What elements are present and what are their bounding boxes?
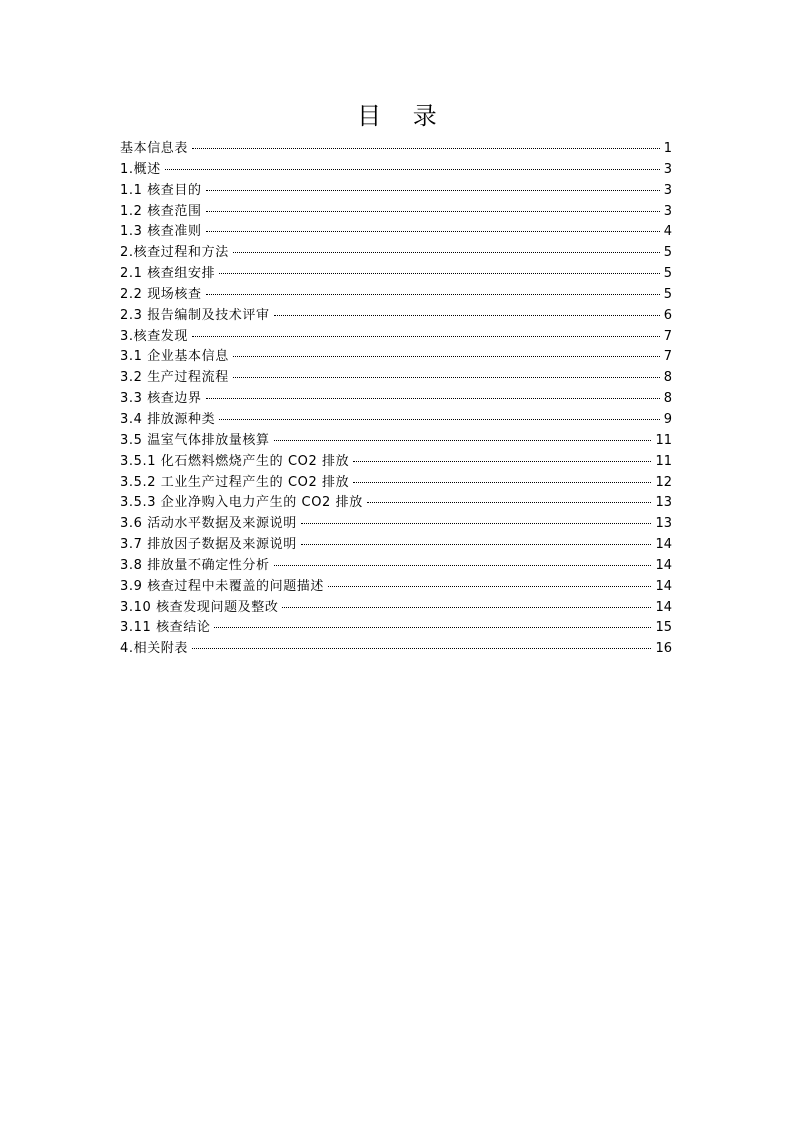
toc-entry-page: 11 bbox=[655, 432, 672, 448]
toc-dot-leader bbox=[274, 565, 652, 566]
toc-entry[interactable] bbox=[120, 139, 672, 160]
toc-entry-label: 3.9 核查过程中未覆盖的问题描述 bbox=[120, 578, 325, 594]
toc-entry[interactable] bbox=[120, 160, 672, 181]
toc-dot-leader bbox=[206, 231, 660, 232]
toc-entry-page: 6 bbox=[663, 307, 672, 323]
toc-entry-page: 14 bbox=[655, 599, 672, 615]
toc-entry-label: 3.5 温室气体排放量核算 bbox=[120, 432, 270, 448]
toc-entry-label: 1.概述 bbox=[120, 161, 161, 177]
toc-entry-page: 4 bbox=[663, 224, 672, 240]
toc-entry[interactable] bbox=[120, 181, 672, 202]
toc-entry-label: 2.3 报告编制及技术评审 bbox=[120, 307, 270, 323]
toc-entry-page: 16 bbox=[655, 641, 672, 657]
toc-dot-leader bbox=[274, 440, 652, 441]
toc-dot-leader bbox=[192, 148, 660, 149]
toc-entry-page: 13 bbox=[655, 516, 672, 532]
toc-entry-page: 14 bbox=[655, 537, 672, 553]
toc-entry-page: 3 bbox=[663, 161, 672, 177]
toc-dot-leader bbox=[206, 211, 660, 212]
toc-entry-label: 3.6 活动水平数据及来源说明 bbox=[120, 516, 297, 532]
toc-entry-label: 4.相关附表 bbox=[120, 641, 189, 657]
toc-entry[interactable] bbox=[120, 618, 672, 639]
toc-entry-page: 5 bbox=[663, 245, 672, 261]
toc-entry[interactable] bbox=[120, 389, 672, 410]
toc-entry-page: 15 bbox=[655, 620, 672, 636]
toc-entry-page: 5 bbox=[663, 266, 672, 282]
toc-dot-leader bbox=[206, 190, 660, 191]
toc-entry[interactable] bbox=[120, 493, 672, 514]
toc-dot-leader bbox=[367, 502, 652, 503]
toc-entry-label: 3.11 核查结论 bbox=[120, 620, 211, 636]
toc-entry[interactable] bbox=[120, 306, 672, 327]
toc-dot-leader bbox=[206, 294, 660, 295]
toc-dot-leader bbox=[219, 273, 660, 274]
toc-entry[interactable] bbox=[120, 410, 672, 431]
toc-entry-label: 3.5.2 工业生产过程产生的 CO2 排放 bbox=[120, 474, 350, 490]
toc-entry-label: 3.5.3 企业净购入电力产生的 CO2 排放 bbox=[120, 495, 363, 511]
toc-dot-leader bbox=[192, 336, 660, 337]
toc-entry-label: 3.核查发现 bbox=[120, 328, 189, 344]
toc-dot-leader bbox=[301, 544, 652, 545]
toc-entry-label: 3.10 核查发现问题及整改 bbox=[120, 599, 279, 615]
toc-dot-leader bbox=[328, 586, 651, 587]
toc-dot-leader bbox=[214, 627, 651, 628]
toc-entry-label: 3.3 核查边界 bbox=[120, 391, 202, 407]
toc-dot-leader bbox=[282, 607, 651, 608]
toc-dot-leader bbox=[206, 398, 660, 399]
toc-dot-leader bbox=[274, 315, 660, 316]
toc-entry-page: 13 bbox=[655, 495, 672, 511]
toc-entry[interactable] bbox=[120, 514, 672, 535]
toc-entry-label: 2.2 现场核查 bbox=[120, 286, 202, 302]
toc-list bbox=[120, 139, 672, 660]
toc-dot-leader bbox=[353, 482, 651, 483]
toc-entry-page: 7 bbox=[663, 328, 672, 344]
toc-dot-leader bbox=[233, 356, 660, 357]
toc-entry-label: 3.5.1 化石燃料燃烧产生的 CO2 排放 bbox=[120, 453, 350, 469]
toc-dot-leader bbox=[301, 523, 652, 524]
toc-entry-label: 3.7 排放因子数据及来源说明 bbox=[120, 537, 297, 553]
toc-entry[interactable] bbox=[120, 368, 672, 389]
toc-entry[interactable] bbox=[120, 285, 672, 306]
toc-entry[interactable] bbox=[120, 243, 672, 264]
toc-dot-leader bbox=[233, 377, 660, 378]
toc-entry-label: 2.1 核查组安排 bbox=[120, 266, 216, 282]
toc-entry-page: 1 bbox=[663, 141, 672, 156]
toc-entry[interactable] bbox=[120, 556, 672, 577]
toc-entry-label: 2.核查过程和方法 bbox=[120, 245, 229, 261]
toc-entry[interactable] bbox=[120, 639, 672, 660]
toc-entry-label: 3.8 排放量不确定性分析 bbox=[120, 557, 270, 573]
toc-dot-leader bbox=[353, 461, 651, 462]
toc-dot-leader bbox=[192, 648, 651, 649]
toc-entry-page: 12 bbox=[655, 474, 672, 490]
toc-entry[interactable] bbox=[120, 577, 672, 598]
toc-entry[interactable] bbox=[120, 431, 672, 452]
toc-entry-page: 8 bbox=[663, 370, 672, 386]
toc-entry-label: 3.1 企业基本信息 bbox=[120, 349, 229, 365]
toc-title: 目 录 bbox=[357, 102, 449, 130]
toc-entry[interactable] bbox=[120, 202, 672, 223]
toc-entry[interactable] bbox=[120, 473, 672, 494]
toc-entry-label: 3.2 生产过程流程 bbox=[120, 370, 229, 386]
toc-entry-page: 14 bbox=[655, 578, 672, 594]
toc-dot-leader bbox=[219, 419, 660, 420]
toc-entry-page: 9 bbox=[663, 411, 672, 427]
toc-entry-page: 14 bbox=[655, 557, 672, 573]
toc-entry-label: 1.2 核查范围 bbox=[120, 203, 202, 219]
toc-entry[interactable] bbox=[120, 598, 672, 619]
toc-entry-page: 3 bbox=[663, 182, 672, 198]
toc-entry[interactable] bbox=[120, 264, 672, 285]
toc-entry-page: 7 bbox=[663, 349, 672, 365]
toc-entry[interactable] bbox=[120, 452, 672, 473]
toc-entry[interactable] bbox=[120, 535, 672, 556]
toc-dot-leader bbox=[165, 169, 660, 170]
toc-entry-label: 1.3 核查准则 bbox=[120, 224, 202, 240]
toc-entry[interactable] bbox=[120, 347, 672, 368]
toc-entry-label: 基本信息表 bbox=[120, 141, 189, 156]
toc-entry[interactable] bbox=[120, 327, 672, 348]
toc-entry-page: 3 bbox=[663, 203, 672, 219]
toc-entry-page: 8 bbox=[663, 391, 672, 407]
toc-entry-page: 11 bbox=[655, 453, 672, 469]
toc-dot-leader bbox=[233, 252, 660, 253]
toc-entry-label: 3.4 排放源种类 bbox=[120, 411, 216, 427]
toc-entry-label: 1.1 核查目的 bbox=[120, 182, 202, 198]
toc-entry[interactable] bbox=[120, 222, 672, 243]
toc-entry-page: 5 bbox=[663, 286, 672, 302]
